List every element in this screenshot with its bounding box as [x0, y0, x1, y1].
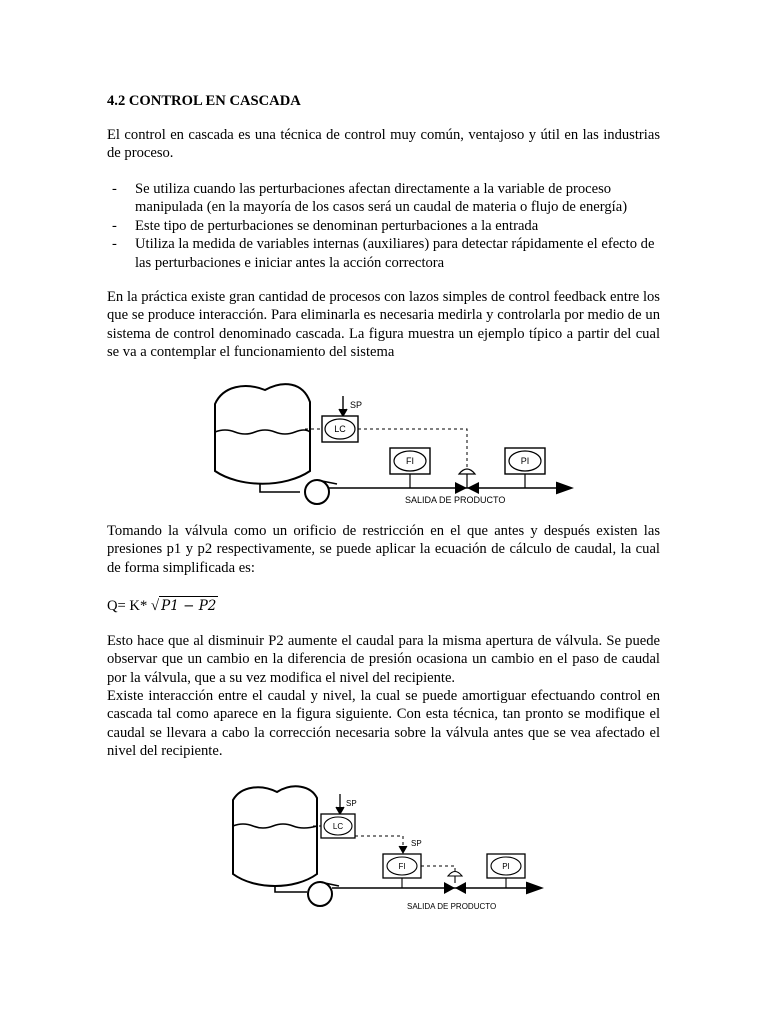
- sp-label: SP: [350, 400, 363, 410]
- bullet-item: [107, 180, 662, 217]
- liquid-level-line: [233, 824, 317, 828]
- liquid-level-line: [215, 430, 310, 434]
- bullet-item: [107, 235, 662, 272]
- pi-label: PI: [520, 456, 530, 466]
- figure-cascade-diagram: [225, 782, 545, 912]
- sp-label-lc: SP: [346, 799, 357, 808]
- sp-label-fi: SP: [411, 839, 422, 848]
- practice-paragraph: En la práctica existe gran cantidad de procesos con lazos simples de control feedback entre los que se produce interacción. Para eliminarla es necesaria medirla y controlarla por medio de un sistema de control denominado cascada. La figura muestra un ejemplo típico a partir del cual se va a contemplar el funcionamiento del sistema: [107, 289, 660, 361]
- formula-radicand: P1 − P2: [161, 598, 217, 614]
- bullet-list: [107, 180, 662, 272]
- tank-outline: [215, 384, 310, 484]
- valve-actuator-icon: [459, 469, 475, 474]
- intro-paragraph: El control en cascada es una técnica de control muy común, ventajoso y útil en las industrias de proceso.: [107, 127, 660, 162]
- tank-outline: [233, 786, 317, 886]
- bullet-text: Se utiliza cuando las perturbaciones afectan directamente a la variable de proceso manipulada (en la mayoría de los casos será un caudal de materia o flujo de energía): [135, 181, 628, 216]
- pump-icon: [305, 480, 329, 504]
- lc-label: LC: [334, 424, 346, 434]
- fi-label: FI: [406, 456, 414, 466]
- signal-line-dashed: [421, 866, 455, 874]
- tank-outlet-pipe: [260, 484, 300, 492]
- control-valve-icon: [444, 882, 466, 894]
- bullet-item: [107, 217, 662, 235]
- interaction-paragraph: Existe interacción entre el caudal y nivel, la cual se puede amortiguar efectuando control en cascada tal como aparece en la figura siguiente. Con esta técnica, tan pronto se modifique el caudal se llevara a cabo la corrección necesaria sobre la válvula antes que se vea afectado el nivel del recipiente.: [107, 688, 660, 760]
- formula-prefix: Q= K*: [107, 598, 151, 614]
- fi-label: FI: [398, 862, 406, 871]
- bullet-marker: -: [112, 181, 117, 197]
- section-heading: 4.2 CONTROL EN CASCADA: [107, 93, 301, 109]
- outlet-label: SALIDA DE PRODUCTO: [405, 495, 506, 505]
- pi-label: PI: [502, 862, 510, 871]
- flow-formula: [107, 596, 218, 615]
- sqrt-icon: √: [150, 598, 160, 614]
- tank-outlet-pipe: [275, 886, 307, 892]
- arrow-head-icon: [399, 846, 407, 853]
- bullet-text: Utiliza la medida de variables internas (auxiliares) para detectar rápidamente el efecto de las perturbaciones e iniciar antes la acción correctora: [135, 236, 655, 271]
- square-root: [151, 596, 218, 615]
- bullet-marker: -: [112, 217, 117, 234]
- lc-label: LC: [332, 822, 344, 831]
- valve-paragraph: Tomando la válvula como un orificio de restricción en el que antes y después existen las presiones p1 y p2 respectivamente, se puede aplicar la ecuación de cálculo de caudal, la cual de forma simplificada es:: [107, 523, 660, 576]
- cascade-signal-line: [355, 836, 403, 850]
- outlet-label: SALIDA DE PRODUCTO: [407, 902, 497, 911]
- valve-actuator-icon: [448, 872, 462, 877]
- bullet-marker: -: [112, 236, 117, 253]
- bullet-text: Este tipo de perturbaciones se denominan perturbaciones a la entrada: [135, 217, 539, 234]
- pump-icon: [308, 882, 332, 906]
- effect-paragraph: Esto hace que al disminuir P2 aumente el caudal para la misma apertura de válvula. Se puede observar que un cambio en la diferencia de presión ocasiona un cambio en el paso de caudal por la válvula, que a su vez modifica el nivel del recipiente.: [107, 633, 660, 686]
- arrow-head-icon: [527, 883, 541, 893]
- figure-single-loop-diagram: [205, 376, 577, 512]
- arrow-head-icon: [557, 483, 571, 493]
